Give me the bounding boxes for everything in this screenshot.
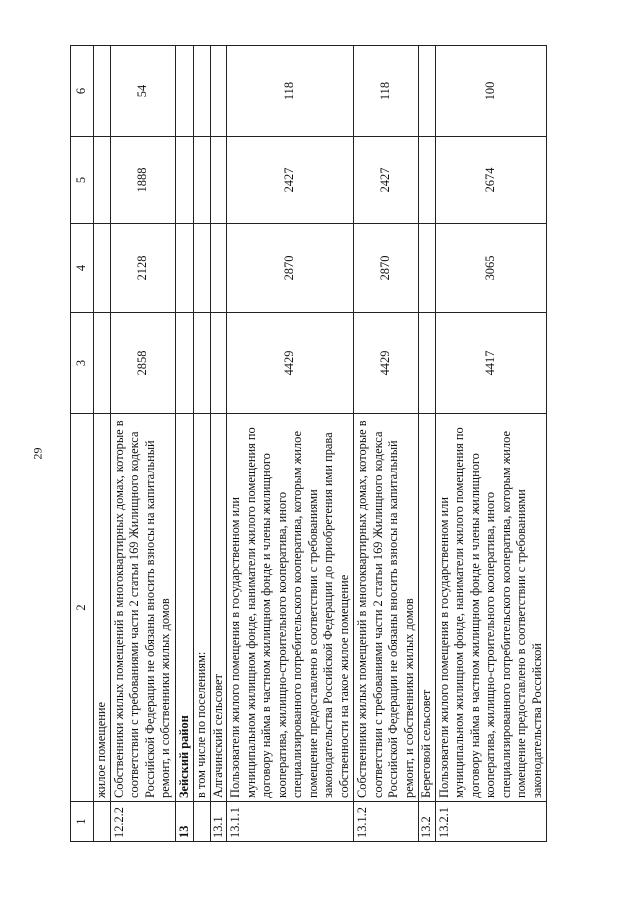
header-cell: 6	[71, 46, 94, 137]
value-cell: 4429	[227, 313, 354, 414]
row-number-cell: 12.2.2	[110, 802, 175, 842]
value-cell	[194, 46, 211, 137]
table-row	[175, 46, 194, 842]
row-description-cell: Пользователи жилого помещения в государственном или муниципальном жилищном фонде, наниматели жилого помещения по договору найма в частном жилищном фонде и члены жилищного кооператива, жилищно-строительного кооператива, иного специализированного потребительского кооператива, которым жилое помещение предоставлено в соответствии с требованиями законодательства Российской Федерации до приобретения ими права собственности на такое жилое помещение	[227, 414, 354, 802]
value-cell: 2128	[110, 224, 175, 313]
header-cell: 5	[71, 137, 94, 224]
value-cell: 1888	[110, 137, 175, 224]
value-cell: 100	[435, 46, 547, 137]
value-cell	[210, 313, 227, 414]
table-row	[110, 46, 175, 842]
row-number-cell	[94, 802, 111, 842]
header-cell: 2	[71, 414, 94, 802]
header-row	[71, 46, 94, 842]
row-number-cell: 13	[175, 802, 194, 842]
value-cell: 2870	[354, 224, 419, 313]
value-cell: 2674	[435, 137, 547, 224]
table-row	[210, 46, 227, 842]
value-cell	[194, 137, 211, 224]
table-row	[419, 46, 436, 842]
value-cell	[94, 137, 111, 224]
header-cell: 1	[71, 802, 94, 842]
row-description-cell: Пользователи жилого помещения в государственном или муниципальном жилищном фонде, наниматели жилого помещения по договору найма в частном жилищном фонде и члены жилищного кооператива, жилищно-строительного кооператива, иного специализированного потребительского кооператива, которым жилое помещение предоставлено в соответствии с требованиями законодательства Российской	[435, 414, 547, 802]
row-description-cell: Зейский район	[175, 414, 194, 802]
value-cell: 2427	[354, 137, 419, 224]
value-cell	[94, 224, 111, 313]
value-cell	[210, 46, 227, 137]
value-cell	[94, 46, 111, 137]
header-cell: 3	[71, 313, 94, 414]
value-cell: 2858	[110, 313, 175, 414]
tariff-table	[70, 45, 547, 842]
rotated-table-wrapper	[70, 46, 615, 842]
value-cell: 2427	[227, 137, 354, 224]
value-cell	[175, 224, 194, 313]
value-cell	[419, 313, 436, 414]
table-row	[194, 46, 211, 842]
value-cell	[175, 137, 194, 224]
header-cell: 4	[71, 224, 94, 313]
value-cell	[194, 224, 211, 313]
row-number-cell: 13.2	[419, 802, 436, 842]
row-description-cell: Алгачинский сельсовет	[210, 414, 227, 802]
row-description-cell: Собственники жилых помещений в многоквартирных домах, которые в соответствии с требованиями части 2 статьи 169 Жилищного кодекса Российской Федерации не обязаны вносить взносы на капитальный ремонт, и собственники жилых домов	[354, 414, 419, 802]
row-number-cell	[194, 802, 211, 842]
value-cell: 2870	[227, 224, 354, 313]
value-cell	[419, 224, 436, 313]
page-number: 29	[30, 447, 45, 460]
row-number-cell: 13.2.1	[435, 802, 547, 842]
table-row	[354, 46, 419, 842]
value-cell: 4417	[435, 313, 547, 414]
value-cell	[210, 137, 227, 224]
row-number-cell: 13.1.2	[354, 802, 419, 842]
row-description-cell: Береговой сельсовет	[419, 414, 436, 802]
value-cell	[175, 46, 194, 137]
row-description-cell: жилое помещение	[94, 414, 111, 802]
row-description-cell: в том числе по поселениям:	[194, 414, 211, 802]
table-row	[435, 46, 547, 842]
value-cell: 118	[227, 46, 354, 137]
value-cell: 118	[354, 46, 419, 137]
table-row	[227, 46, 354, 842]
value-cell	[210, 224, 227, 313]
value-cell: 54	[110, 46, 175, 137]
value-cell	[419, 46, 436, 137]
row-description-cell: Собственники жилых помещений в многоквартирных домах, которые в соответствии с требованиями части 2 статьи 169 Жилищного кодекса Российской Федерации не обязаны вносить взносы на капитальный ремонт, и собственники жилых домов	[110, 414, 175, 802]
value-cell	[419, 137, 436, 224]
value-cell: 3065	[435, 224, 547, 313]
row-number-cell: 13.1	[210, 802, 227, 842]
table-row	[94, 46, 111, 842]
value-cell	[194, 313, 211, 414]
value-cell	[175, 313, 194, 414]
value-cell: 4429	[354, 313, 419, 414]
value-cell	[94, 313, 111, 414]
row-number-cell: 13.1.1	[227, 802, 354, 842]
